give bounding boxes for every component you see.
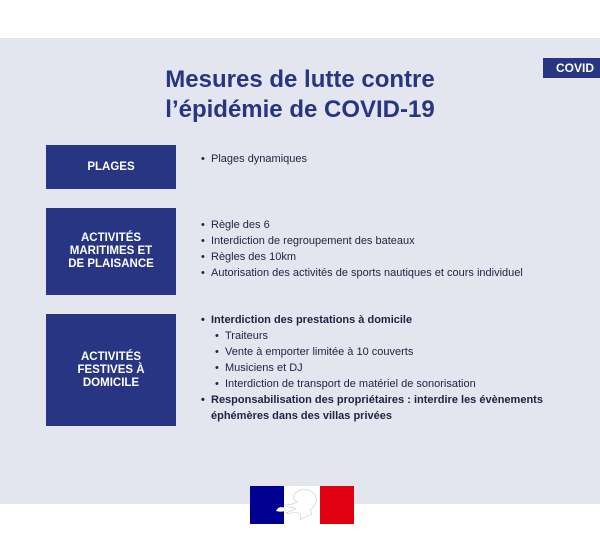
- page-title: [0, 65, 600, 125]
- list-item: • Traiteurs: [199, 328, 543, 344]
- list-item: • Vente à emporter limitée à 10 couverts: [199, 344, 543, 360]
- list-item: • Règles des 10km: [199, 249, 523, 265]
- list-item: • Responsabilisation des propriétaires : interdire les évènements: [199, 392, 543, 408]
- title-line-1: Mesures de lutte contre: [165, 66, 435, 93]
- title-line-2: l’épidémie de COVID-19: [165, 96, 435, 123]
- category-label: ACTIVITÉS: [80, 232, 142, 244]
- list-activites-festives: [199, 312, 543, 424]
- category-label: ACTIVITÉS: [80, 350, 142, 363]
- covid-tag: COVID: [543, 58, 600, 78]
- list-item-continuation: éphémères dans des villas privées: [211, 410, 392, 422]
- list-item: • Interdiction des prestations à domicile: [199, 312, 543, 328]
- category-activites-maritimes: [46, 208, 176, 295]
- category-label: MARITIMES ET: [69, 245, 153, 257]
- list-item: • Règle des 6: [199, 217, 523, 233]
- category-plages: [46, 145, 176, 189]
- category-label: DOMICILE: [82, 376, 140, 389]
- marianne-silhouette-icon: [270, 486, 334, 524]
- list-item-continued: [199, 408, 543, 424]
- category-label: FESTIVES À: [77, 363, 145, 376]
- marianne-logo-icon: [250, 486, 354, 524]
- list-item: • Musiciens et DJ: [199, 360, 543, 376]
- list-item: • Plages dynamiques: [199, 151, 307, 167]
- list-item: • Interdiction de transport de matériel de sonorisation: [199, 376, 543, 392]
- list-item: • Interdiction de regroupement des bateaux: [199, 233, 523, 249]
- category-activites-festives: [46, 314, 176, 426]
- list-item: • Autorisation des activités de sports nautiques et cours individuel: [199, 265, 523, 281]
- category-label: DE PLAISANCE: [68, 258, 154, 270]
- list-activites-maritimes: [199, 217, 523, 281]
- list-plages: [199, 151, 307, 167]
- slide: [0, 38, 600, 504]
- category-label: PLAGES: [87, 160, 135, 173]
